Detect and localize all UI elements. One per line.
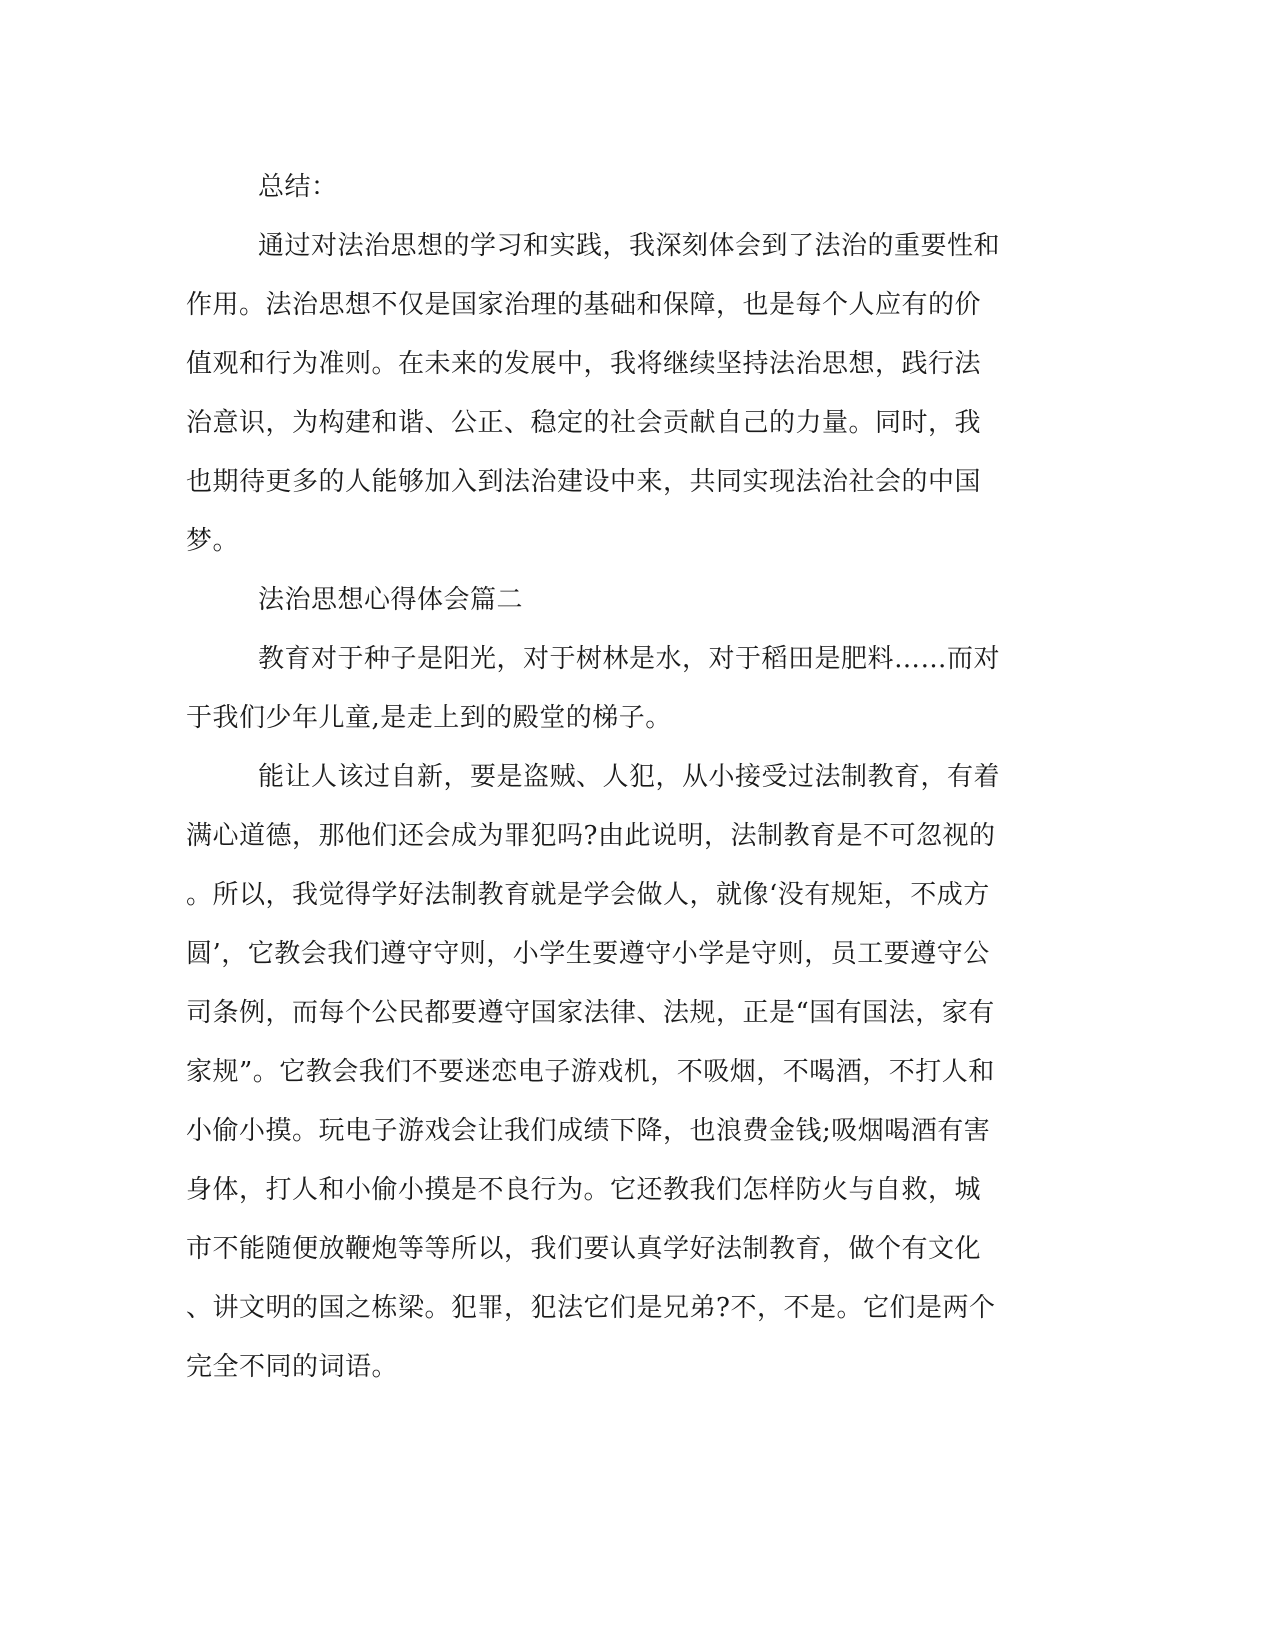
text-line: 家规”。它教会我们不要迷恋电子游戏机，不吸烟，不喝酒，不打人和 — [186, 1057, 995, 1087]
text-line: 通过对法治思想的学习和实践，我深刻体会到了法治的重要性和 — [258, 231, 1001, 261]
text-line: 市不能随便放鞭炮等等所以，我们要认真学好法制教育，做个有文化 — [186, 1234, 982, 1264]
text-line: 司条例，而每个公民都要遵守国家法律、法规，正是“国有国法，家有 — [186, 998, 995, 1028]
text-line: 身体，打人和小偷小摸是不良行为。它还教我们怎样防火与自救，城 — [186, 1175, 982, 1205]
text-line: 能让人该过自新，要是盗贼、人犯，从小接受过法制教育，有着 — [258, 762, 1001, 792]
section-heading: 法治思想心得体会篇二 — [258, 585, 524, 615]
text-line: 完全不同的词语。 — [186, 1352, 399, 1382]
text-line: 满心道德，那他们还会成为罪犯吗?由此说明，法制教育是不可忽视的 — [186, 821, 996, 851]
text-line: 也期待更多的人能够加入到法治建设中来，共同实现法治社会的中国 — [186, 467, 982, 497]
text-line: 值观和行为准则。在未来的发展中，我将继续坚持法治思想，践行法 — [186, 349, 982, 379]
document-body — [186, 158, 1066, 1397]
text-line: 教育对于种子是阳光，对于树林是水，对于稻田是肥料……而对 — [258, 644, 1001, 674]
text-line: 梦。 — [186, 526, 240, 556]
text-line: 圆’，它教会我们遵守守则，小学生要遵守小学是守则，员工要遵守公 — [186, 939, 990, 969]
summary-heading: 总结： — [258, 172, 338, 202]
text-line: 作用。法治思想不仅是国家治理的基础和保障，也是每个人应有的价 — [186, 290, 982, 320]
text-line: 。所以，我觉得学好法制教育就是学会做人，就像‘没有规矩，不成方 — [186, 880, 990, 910]
text-line: 小偷小摸。玩电子游戏会让我们成绩下降，也浪费金钱;吸烟喝酒有害 — [186, 1116, 991, 1146]
text-line: 于我们少年儿童,是走上到的殿堂的梯子。 — [186, 703, 672, 733]
text-line: 治意识，为构建和谐、公正、稳定的社会贡献自己的力量。同时，我 — [186, 408, 982, 438]
text-line: 、讲文明的国之栋梁。犯罪，犯法它们是兄弟?不，不是。它们是两个 — [186, 1293, 996, 1323]
